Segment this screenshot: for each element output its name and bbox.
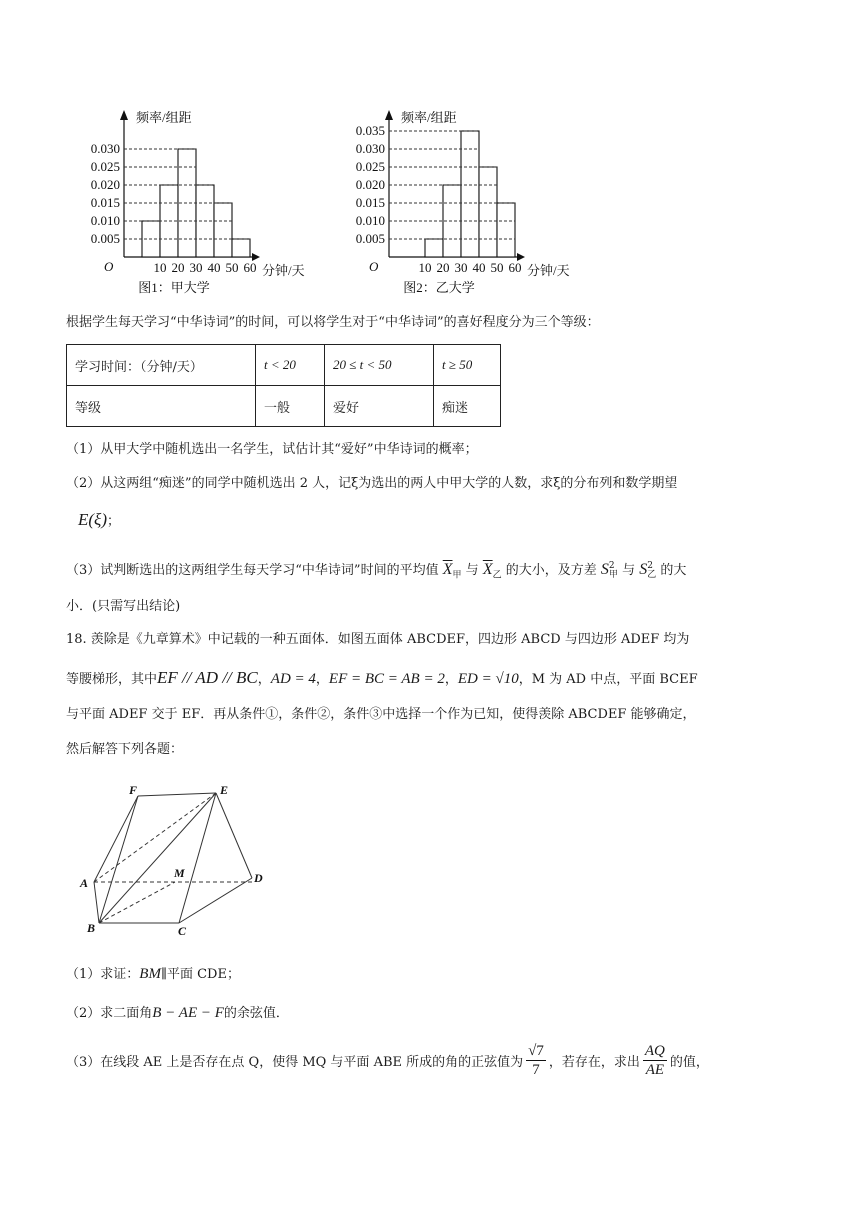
y-tick-label: 0.020 (355, 177, 385, 192)
expectation-symbol: E(ξ) (78, 510, 107, 529)
q18-text: 等腰梯形，其中 (66, 672, 158, 687)
x-tick-label: 60 (508, 260, 522, 275)
point-B: B (87, 921, 96, 935)
grade-table (66, 344, 501, 427)
fraction-AQ-AE (643, 1042, 667, 1079)
edge-FE (138, 793, 216, 796)
q18-math: EF // AD // BC (157, 668, 258, 687)
x-tick-label: 10 (153, 260, 167, 275)
y-tick-label: 0.025 (90, 159, 120, 174)
figure-caption: 图2：乙大学 (403, 280, 475, 295)
mean-x-jia: $\overline{X}$ (442, 561, 453, 578)
origin-label: O (369, 259, 379, 274)
subscript: 甲 (452, 570, 462, 581)
histogram-yi (335, 100, 570, 305)
connector: 与 (465, 563, 479, 578)
q18-sub1 (66, 964, 240, 985)
q17-part1: （1）从甲大学中随机选出一名学生，试估计其“爱好”中华诗词的概率； (66, 442, 478, 457)
x-tick-label: 40 (472, 260, 486, 275)
intro-text: 根据学生每天学习“中华诗词”的时间，可以将学生对于“中华诗词”的喜好程度分为三个等级： (66, 315, 600, 330)
y-tick-label: 0.035 (355, 123, 385, 138)
q17-part3-text: 的大小，及方差 (505, 563, 597, 578)
table-cell: 痴迷 (434, 386, 501, 427)
histogram-bar (232, 239, 250, 257)
q18-line3: 与平面 ADEF 交于 EF．再从条件①，条件②，条件③中选择一个作为已知，使得羡除 ABCDEF 能够确定， (66, 707, 696, 722)
y-tick-label: 0.015 (90, 195, 120, 210)
table-cell: 爱好 (325, 386, 434, 427)
point-E: E (220, 783, 229, 797)
fraction-denominator: AE (645, 1062, 665, 1078)
x-tick-label: 20 (171, 260, 185, 275)
punct: ， (257, 672, 271, 687)
q18-line4: 然后解答下列各题： (66, 742, 184, 757)
edge-DE (216, 793, 252, 878)
variance-s-yi: S (639, 561, 648, 578)
point-F: F (129, 783, 138, 797)
table-cell: 20 ≤ t < 50 (325, 345, 434, 386)
q18-line2 (66, 668, 698, 690)
edge-BM-hidden (99, 882, 175, 923)
point-M: M (174, 866, 185, 880)
q18-line1: 18. 羡除是《九章算术》中记载的一种五面体．如图五面体 ABCDEF，四边形 ABCD 与四边形 ADEF 均为 (66, 632, 690, 647)
variance-s-jia: S (600, 561, 609, 578)
q18-math: EF = BC = AB = 2 (328, 671, 445, 687)
q17-part3 (66, 560, 686, 586)
superscript: 2 (647, 560, 653, 571)
x-tick-label: 30 (454, 260, 468, 275)
q18-math: AD = 4 (270, 671, 316, 687)
x-tick-label: 60 (243, 260, 257, 275)
q18-text: （2）求二面角 (66, 1006, 153, 1021)
x-tick-label: 50 (225, 260, 239, 275)
q18-text: 的余弦值． (223, 1006, 289, 1021)
punct: ， (444, 672, 458, 687)
figure-caption: 图1：甲大学 (138, 280, 210, 295)
q18-text: ，若存在，求出 (548, 1055, 640, 1070)
subscript: 乙 (492, 570, 502, 581)
q18-text: （3）在线段 AE 上是否存在点 Q，使得 MQ 与平面 ABE 所成的角的正弦值为 (66, 1055, 524, 1070)
q18-math: ED = √10 (457, 671, 519, 687)
pentahedron-figure (76, 780, 276, 945)
table-row (67, 386, 501, 427)
y-tick-label: 0.030 (90, 141, 120, 156)
x-tick-label: 20 (436, 260, 450, 275)
y-tick-label: 0.030 (355, 141, 385, 156)
y-tick-label: 0.015 (355, 195, 385, 210)
point-D: D (254, 871, 263, 885)
edge-AB (94, 882, 99, 923)
q18-text: ∥平面 CDE； (160, 967, 240, 982)
edge-EB (99, 793, 216, 923)
y-tick-label: 0.005 (355, 231, 385, 246)
fraction-denominator: 7 (532, 1062, 540, 1078)
x-tick-label: 30 (189, 260, 203, 275)
histogram-bar (425, 239, 443, 257)
y-axis-label: 频率/组距 (401, 110, 457, 125)
edge-AE-hidden (94, 793, 216, 882)
histogram-bar (497, 203, 515, 257)
origin-label: O (104, 259, 114, 274)
histogram-jia (70, 100, 305, 305)
table-cell: 等级 (67, 386, 256, 427)
fraction-numerator: √7 (528, 1043, 544, 1059)
table-cell: t < 20 (256, 345, 325, 386)
q17-part3-text: （3）试判断选出的这两组学生每天学习“中华诗词”时间的平均值 (66, 563, 439, 578)
x-axis-label: 分钟/天 (262, 263, 305, 278)
y-tick-label: 0.010 (355, 213, 385, 228)
fraction-numerator: AQ (644, 1043, 665, 1059)
histogram-bar (479, 167, 497, 257)
table-cell: t ≥ 50 (434, 345, 501, 386)
supsub (647, 562, 656, 580)
subscript: 甲 (608, 569, 618, 580)
subscript: 乙 (647, 569, 657, 580)
edge-FB (99, 796, 138, 923)
q18-text: 的值， (669, 1055, 709, 1070)
q17-part3-text: 的大 (660, 563, 687, 578)
punct: ； (107, 514, 121, 529)
histogram-bar (461, 131, 479, 257)
y-axis-arrow (385, 110, 393, 120)
x-tick-label: 40 (207, 260, 221, 275)
table-row (67, 345, 501, 386)
point-A: A (80, 876, 89, 890)
connector: 与 (622, 563, 636, 578)
histogram-bar (214, 203, 232, 257)
table-cell: 学习时间：（分钟/天） (67, 345, 256, 386)
x-tick-label: 50 (490, 260, 504, 275)
superscript: 2 (608, 560, 615, 571)
point-C: C (178, 924, 187, 938)
y-axis-arrow (120, 110, 128, 120)
y-axis-label: 频率/组距 (136, 110, 192, 125)
supsub (609, 562, 618, 580)
q18-sub3 (66, 1042, 709, 1079)
mean-x-yi: $\overline{X}$ (482, 561, 493, 578)
x-tick-label: 10 (418, 260, 432, 275)
punct: ， (315, 672, 329, 687)
q18-math: B − AE − F (152, 1005, 224, 1021)
q17-part2-math (78, 510, 120, 532)
y-tick-label: 0.025 (355, 159, 385, 174)
fraction-sqrt7-7 (526, 1042, 546, 1079)
q18-math: BM (139, 966, 161, 982)
y-tick-label: 0.005 (90, 231, 120, 246)
x-axis-label: 分钟/天 (527, 263, 570, 278)
q18-text: ，M 为 AD 中点，平面 BCEF (518, 672, 698, 687)
y-tick-label: 0.020 (90, 177, 120, 192)
q17-part3-end: 小．(只需写出结论) (66, 599, 181, 614)
y-tick-label: 0.010 (90, 213, 120, 228)
q18-text: （1）求证： (66, 967, 140, 982)
q18-sub2 (66, 1003, 289, 1024)
q17-part2: （2）从这两组“痴迷”的同学中随机选出 2 人，记ξ为选出的两人中甲大学的人数，求ξ的分布列和数学期望 (66, 476, 678, 491)
table-cell: 一般 (256, 386, 325, 427)
